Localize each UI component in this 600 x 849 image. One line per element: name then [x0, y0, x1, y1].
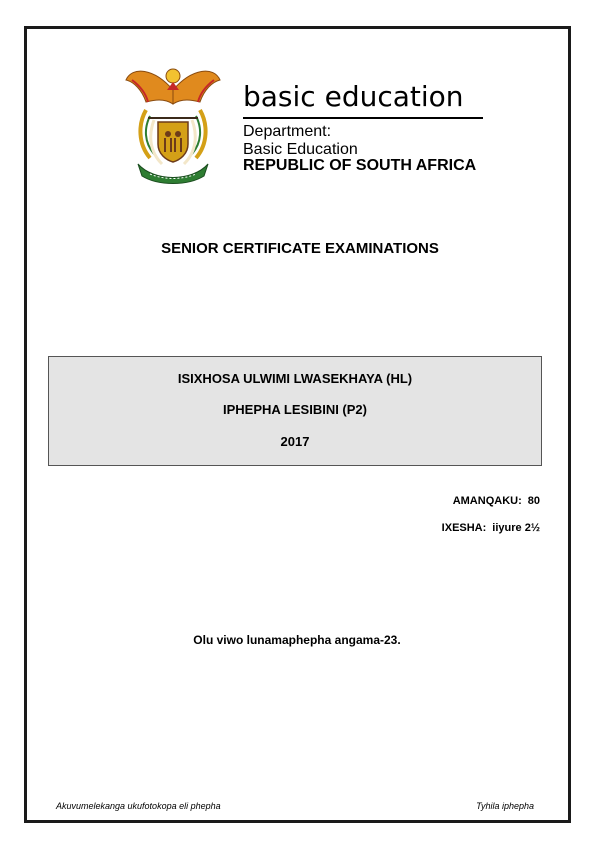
- time-line: [442, 522, 540, 534]
- time-value: iiyure 2½: [492, 522, 540, 534]
- time-label: IXESHA:: [441, 522, 487, 534]
- paper-title: IPHEPHA LESIBINI (P2): [223, 402, 367, 417]
- marks-line: [453, 495, 540, 507]
- pages-note: Olu viwo lunamaphepha angama-23.: [193, 633, 401, 647]
- country-name: REPUBLIC OF SOUTH AFRICA: [243, 157, 477, 174]
- footer-copy-notice: Akuvumelekanga ukufotokopa eli phepha: [56, 801, 221, 811]
- title-box: [48, 356, 542, 466]
- brand-rule: [243, 117, 483, 119]
- footer-turn-over: Tyhila iphepha: [476, 801, 534, 811]
- subject-title: ISIXHOSA ULWIMI LWASEKHAYA (HL): [177, 371, 413, 386]
- department-label: Department:: [243, 123, 332, 140]
- exam-heading: SENIOR CERTIFICATE EXAMINATIONS: [161, 240, 439, 257]
- department-name: Basic Education: [243, 141, 358, 158]
- coat-of-arms-icon: [124, 60, 222, 184]
- marks-value: 80: [527, 495, 540, 507]
- exam-year: 2017: [280, 434, 310, 449]
- brand-name: basic education: [243, 80, 464, 113]
- marks-label: AMANQAKU:: [452, 495, 522, 507]
